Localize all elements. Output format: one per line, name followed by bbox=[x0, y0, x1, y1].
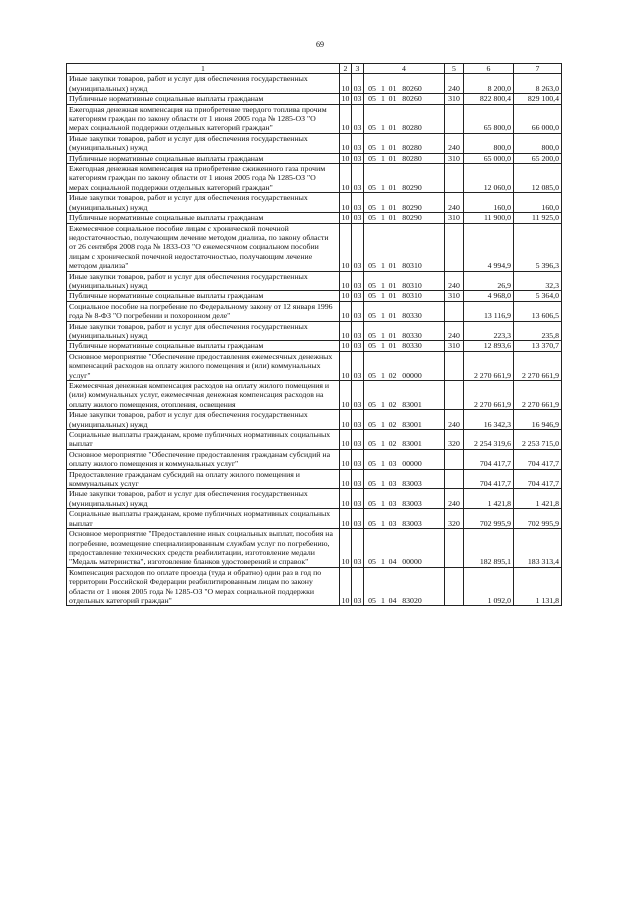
row-subsection: 03 bbox=[352, 567, 364, 606]
row-target-article bbox=[364, 213, 445, 223]
row-amount-year2: 160,0 bbox=[514, 193, 562, 213]
target-article-part: 80330 bbox=[402, 341, 422, 351]
row-expense-type bbox=[445, 381, 464, 410]
row-target-article bbox=[364, 74, 445, 94]
row-section: 10 bbox=[340, 489, 352, 509]
row-amount-year2: 5 396,3 bbox=[514, 223, 562, 271]
row-section: 10 bbox=[340, 104, 352, 133]
table-row bbox=[67, 193, 562, 213]
row-name: Социальные выплаты гражданам, кроме публичных нормативных социальных выплат bbox=[67, 430, 340, 450]
table-row bbox=[67, 74, 562, 94]
row-target-article bbox=[364, 271, 445, 291]
target-article-part: 1 bbox=[381, 419, 385, 429]
target-article-part: 1 bbox=[381, 280, 385, 290]
row-target-article bbox=[364, 469, 445, 489]
row-expense-type: 240 bbox=[445, 321, 464, 341]
row-target-article bbox=[364, 351, 445, 380]
row-subsection: 03 bbox=[352, 321, 364, 341]
table-row bbox=[67, 133, 562, 153]
table-row bbox=[67, 291, 562, 301]
row-subsection: 03 bbox=[352, 74, 364, 94]
row-expense-type: 310 bbox=[445, 153, 464, 163]
row-expense-type bbox=[445, 449, 464, 469]
target-article-part: 01 bbox=[388, 143, 397, 153]
row-amount-year1: 2 270 661,9 bbox=[464, 381, 514, 410]
table-row bbox=[67, 567, 562, 606]
target-article-part: 05 bbox=[368, 182, 376, 192]
row-name: Предоставление гражданам субсидий на оплату жилого помещения и коммунальных услуг bbox=[67, 469, 340, 489]
row-amount-year2: 235,8 bbox=[514, 321, 562, 341]
target-article-part: 01 bbox=[388, 182, 397, 192]
row-name: Основное мероприятие "Предоставление иных социальных выплат, пособия на погребение, возмещение специализированным службам услуг по погребению, предоставление технических средств реабилитации, изготовление медали "Медаль материнства", изготовление бланков удостоверений и справок" bbox=[67, 529, 340, 568]
target-article-part: 1 bbox=[381, 143, 385, 153]
row-amount-year1: 223,3 bbox=[464, 321, 514, 341]
target-article-part: 03 bbox=[388, 498, 397, 508]
target-article-part: 00000 bbox=[402, 459, 422, 469]
target-article-part: 80310 bbox=[402, 291, 422, 301]
target-article-part: 05 bbox=[368, 291, 376, 301]
row-name: Основное мероприятие "Обеспечение предоставления гражданам субсидий на оплату жилого помещения и коммунальных услуг" bbox=[67, 449, 340, 469]
row-subsection: 03 bbox=[352, 271, 364, 291]
row-expense-type: 320 bbox=[445, 509, 464, 529]
row-name: Публичные нормативные социальные выплаты гражданам bbox=[67, 213, 340, 223]
row-target-article bbox=[364, 291, 445, 301]
row-name: Ежегодная денежная компенсация на приобретение сжиженного газа прочим категориям граждан по закону области от 1 июня 2005 года № 1285-ОЗ "О мерах социальной поддержки отдельных категорий граждан" bbox=[67, 164, 340, 193]
row-name: Иные закупки товаров, работ и услуг для обеспечения государственных (муниципальных) нужд bbox=[67, 74, 340, 94]
row-name: Социальные выплаты гражданам, кроме публичных нормативных социальных выплат bbox=[67, 509, 340, 529]
row-subsection: 03 bbox=[352, 489, 364, 509]
table-row bbox=[67, 509, 562, 529]
row-section: 10 bbox=[340, 529, 352, 568]
row-section: 10 bbox=[340, 133, 352, 153]
row-amount-year1: 702 995,9 bbox=[464, 509, 514, 529]
target-article-part: 05 bbox=[368, 595, 376, 605]
row-name: Публичные нормативные социальные выплаты гражданам bbox=[67, 153, 340, 163]
row-amount-year1: 1 092,0 bbox=[464, 567, 514, 606]
row-target-article bbox=[364, 301, 445, 321]
target-article-part: 01 bbox=[388, 330, 397, 340]
target-article-part: 1 bbox=[381, 498, 385, 508]
row-expense-type: 240 bbox=[445, 74, 464, 94]
target-article-part: 03 bbox=[388, 459, 397, 469]
target-article-part: 05 bbox=[368, 370, 376, 380]
target-article-part: 1 bbox=[381, 94, 385, 104]
row-amount-year2: 13 370,7 bbox=[514, 341, 562, 351]
target-article-part: 1 bbox=[381, 518, 385, 528]
row-target-article bbox=[364, 449, 445, 469]
target-article-part: 05 bbox=[368, 143, 376, 153]
row-amount-year1: 822 800,4 bbox=[464, 94, 514, 104]
target-article-part: 83001 bbox=[402, 439, 422, 449]
table-row bbox=[67, 449, 562, 469]
target-article-part: 00000 bbox=[402, 557, 422, 567]
table-row bbox=[67, 381, 562, 410]
row-amount-year2: 183 313,4 bbox=[514, 529, 562, 568]
target-article-part: 05 bbox=[368, 83, 376, 93]
row-section: 10 bbox=[340, 94, 352, 104]
target-article-part: 01 bbox=[388, 311, 397, 321]
target-article-part: 1 bbox=[381, 459, 385, 469]
row-name: Иные закупки товаров, работ и услуг для обеспечения государственных (муниципальных) нужд bbox=[67, 489, 340, 509]
table-row bbox=[67, 164, 562, 193]
row-section: 10 bbox=[340, 301, 352, 321]
row-expense-type: 310 bbox=[445, 291, 464, 301]
row-expense-type: 240 bbox=[445, 133, 464, 153]
row-expense-type bbox=[445, 351, 464, 380]
row-subsection: 03 bbox=[352, 341, 364, 351]
table-row bbox=[67, 469, 562, 489]
table-row bbox=[67, 223, 562, 271]
row-subsection: 03 bbox=[352, 381, 364, 410]
target-article-part: 1 bbox=[381, 439, 385, 449]
target-article-part: 05 bbox=[368, 311, 376, 321]
row-amount-year1: 160,0 bbox=[464, 193, 514, 213]
target-article-part: 80290 bbox=[402, 202, 422, 212]
row-section: 10 bbox=[340, 291, 352, 301]
target-article-part: 80280 bbox=[402, 123, 422, 133]
row-target-article bbox=[364, 381, 445, 410]
row-amount-year2: 11 925,0 bbox=[514, 213, 562, 223]
row-section: 10 bbox=[340, 410, 352, 430]
target-article-part: 83020 bbox=[402, 595, 422, 605]
target-article-part: 00000 bbox=[402, 370, 422, 380]
row-amount-year2: 1 421,8 bbox=[514, 489, 562, 509]
row-amount-year1: 13 116,9 bbox=[464, 301, 514, 321]
row-subsection: 03 bbox=[352, 193, 364, 213]
target-article-part: 05 bbox=[368, 557, 376, 567]
row-amount-year2: 5 364,0 bbox=[514, 291, 562, 301]
row-expense-type bbox=[445, 223, 464, 271]
target-article-part: 83003 bbox=[402, 479, 422, 489]
header-cell: 7 bbox=[514, 64, 562, 74]
row-expense-type: 240 bbox=[445, 489, 464, 509]
header-row bbox=[67, 64, 562, 74]
row-target-article bbox=[364, 321, 445, 341]
row-target-article bbox=[364, 164, 445, 193]
table-row bbox=[67, 213, 562, 223]
row-target-article bbox=[364, 567, 445, 606]
target-article-part: 1 bbox=[381, 311, 385, 321]
row-amount-year2: 2 253 715,0 bbox=[514, 430, 562, 450]
target-article-part: 1 bbox=[381, 83, 385, 93]
row-amount-year2: 2 270 661,9 bbox=[514, 381, 562, 410]
row-expense-type: 310 bbox=[445, 341, 464, 351]
row-name: Ежегодная денежная компенсация на приобретение твердого топлива прочим категориям граждан по закону области от 1 июня 2005 года № 1285-ОЗ "О мерах социальной поддержки отдельных категорий граждан" bbox=[67, 104, 340, 133]
row-amount-year2: 65 200,0 bbox=[514, 153, 562, 163]
header-cell: 2 bbox=[340, 64, 352, 74]
row-name: Публичные нормативные социальные выплаты гражданам bbox=[67, 94, 340, 104]
row-name: Публичные нормативные социальные выплаты гражданам bbox=[67, 291, 340, 301]
target-article-part: 01 bbox=[388, 261, 397, 271]
target-article-part: 01 bbox=[388, 123, 397, 133]
target-article-part: 01 bbox=[388, 213, 397, 223]
row-section: 10 bbox=[340, 164, 352, 193]
row-expense-type bbox=[445, 567, 464, 606]
row-expense-type bbox=[445, 301, 464, 321]
row-name: Ежемесячная денежная компенсация расходов на оплату жилого помещения и (или) коммунальных услуг, ежемесячная денежная компенсация расходов на оплату жилого помещения, отопления, освещения bbox=[67, 381, 340, 410]
target-article-part: 05 bbox=[368, 123, 376, 133]
row-target-article bbox=[364, 489, 445, 509]
row-name: Компенсация расходов по оплате проезда (туда и обратно) один раз в год по территории Российской Федерации реабилитированным лицам по закону области от 1 июня 2005 года № 1285-ОЗ "О мерах социальной поддержки отдельных категорий граждан" bbox=[67, 567, 340, 606]
target-article-part: 02 bbox=[388, 439, 397, 449]
row-subsection: 03 bbox=[352, 410, 364, 430]
row-amount-year2: 1 131,8 bbox=[514, 567, 562, 606]
row-target-article bbox=[364, 410, 445, 430]
target-article-part: 03 bbox=[388, 479, 397, 489]
row-target-article bbox=[364, 341, 445, 351]
table-row bbox=[67, 104, 562, 133]
row-subsection: 03 bbox=[352, 291, 364, 301]
table-row bbox=[67, 94, 562, 104]
row-subsection: 03 bbox=[352, 213, 364, 223]
target-article-part: 04 bbox=[388, 557, 397, 567]
row-subsection: 03 bbox=[352, 133, 364, 153]
page-number: 69 bbox=[316, 40, 324, 49]
row-expense-type: 310 bbox=[445, 94, 464, 104]
target-article-part: 80330 bbox=[402, 330, 422, 340]
target-article-part: 01 bbox=[388, 94, 397, 104]
row-amount-year2: 702 995,9 bbox=[514, 509, 562, 529]
row-name: Иные закупки товаров, работ и услуг для обеспечения государственных (муниципальных) нужд bbox=[67, 321, 340, 341]
row-subsection: 03 bbox=[352, 104, 364, 133]
target-article-part: 80310 bbox=[402, 261, 422, 271]
row-section: 10 bbox=[340, 430, 352, 450]
target-article-part: 80310 bbox=[402, 280, 422, 290]
target-article-part: 80290 bbox=[402, 182, 422, 192]
row-section: 10 bbox=[340, 193, 352, 213]
target-article-part: 80260 bbox=[402, 83, 422, 93]
row-section: 10 bbox=[340, 509, 352, 529]
row-amount-year2: 704 417,7 bbox=[514, 449, 562, 469]
row-subsection: 03 bbox=[352, 164, 364, 193]
target-article-part: 80260 bbox=[402, 94, 422, 104]
row-amount-year2: 32,3 bbox=[514, 271, 562, 291]
row-amount-year1: 4 968,0 bbox=[464, 291, 514, 301]
row-amount-year1: 704 417,7 bbox=[464, 469, 514, 489]
table-row bbox=[67, 321, 562, 341]
row-amount-year1: 16 342,3 bbox=[464, 410, 514, 430]
row-subsection: 03 bbox=[352, 449, 364, 469]
row-amount-year1: 26,9 bbox=[464, 271, 514, 291]
target-article-part: 02 bbox=[388, 370, 397, 380]
row-subsection: 03 bbox=[352, 94, 364, 104]
target-article-part: 05 bbox=[368, 202, 376, 212]
row-amount-year2: 829 100,4 bbox=[514, 94, 562, 104]
table-row bbox=[67, 410, 562, 430]
target-article-part: 83001 bbox=[402, 399, 422, 409]
target-article-part: 80280 bbox=[402, 153, 422, 163]
table-row bbox=[67, 341, 562, 351]
target-article-part: 05 bbox=[368, 280, 376, 290]
target-article-part: 80290 bbox=[402, 213, 422, 223]
row-name: Иные закупки товаров, работ и услуг для обеспечения государственных (муниципальных) нужд bbox=[67, 133, 340, 153]
target-article-part: 1 bbox=[381, 479, 385, 489]
row-target-article bbox=[364, 153, 445, 163]
row-target-article bbox=[364, 529, 445, 568]
row-amount-year1: 2 254 319,6 bbox=[464, 430, 514, 450]
target-article-part: 1 bbox=[381, 557, 385, 567]
target-article-part: 1 bbox=[381, 341, 385, 351]
row-subsection: 03 bbox=[352, 301, 364, 321]
header-cell: 6 bbox=[464, 64, 514, 74]
row-name: Основное мероприятие "Обеспечение предоставления ежемесячных денежных компенсаций расходов на оплату жилого помещения и (или) коммунальных услуг" bbox=[67, 351, 340, 380]
target-article-part: 05 bbox=[368, 261, 376, 271]
target-article-part: 83001 bbox=[402, 419, 422, 429]
target-article-part: 83003 bbox=[402, 518, 422, 528]
table-row bbox=[67, 351, 562, 380]
row-expense-type: 240 bbox=[445, 271, 464, 291]
target-article-part: 1 bbox=[381, 123, 385, 133]
target-article-part: 05 bbox=[368, 213, 376, 223]
row-amount-year2: 12 085,0 bbox=[514, 164, 562, 193]
header-cell: 4 bbox=[364, 64, 445, 74]
target-article-part: 01 bbox=[388, 83, 397, 93]
row-name: Иные закупки товаров, работ и услуг для обеспечения государственных (муниципальных) нужд bbox=[67, 410, 340, 430]
row-section: 10 bbox=[340, 271, 352, 291]
row-amount-year1: 4 994,9 bbox=[464, 223, 514, 271]
table-row bbox=[67, 301, 562, 321]
target-article-part: 02 bbox=[388, 399, 397, 409]
header-cell: 5 bbox=[445, 64, 464, 74]
row-subsection: 03 bbox=[352, 469, 364, 489]
row-amount-year1: 8 200,0 bbox=[464, 74, 514, 94]
target-article-part: 05 bbox=[368, 419, 376, 429]
row-target-article bbox=[364, 133, 445, 153]
target-article-part: 02 bbox=[388, 419, 397, 429]
target-article-part: 05 bbox=[368, 341, 376, 351]
target-article-part: 05 bbox=[368, 498, 376, 508]
row-subsection: 03 bbox=[352, 223, 364, 271]
row-section: 10 bbox=[340, 341, 352, 351]
row-target-article bbox=[364, 94, 445, 104]
target-article-part: 1 bbox=[381, 595, 385, 605]
row-subsection: 03 bbox=[352, 351, 364, 380]
row-amount-year1: 182 895,1 bbox=[464, 529, 514, 568]
row-name: Ежемесячное социальное пособие лицам с хронической почечной недостаточностью, получающим лечение методом диализа, по закону области от 26 сентября 2008 года № 1833-ОЗ "О ежемесячном социальном пособии лицам с хронической почечной недостаточностью, получающим лечение методом диализа" bbox=[67, 223, 340, 271]
target-article-part: 01 bbox=[388, 291, 397, 301]
row-amount-year1: 11 900,0 bbox=[464, 213, 514, 223]
target-article-part: 05 bbox=[368, 330, 376, 340]
row-expense-type: 240 bbox=[445, 193, 464, 213]
row-amount-year1: 800,0 bbox=[464, 133, 514, 153]
header-cell: 3 bbox=[352, 64, 364, 74]
row-amount-year2: 16 946,9 bbox=[514, 410, 562, 430]
row-target-article bbox=[364, 430, 445, 450]
row-subsection: 03 bbox=[352, 529, 364, 568]
target-article-part: 1 bbox=[381, 213, 385, 223]
row-amount-year1: 65 000,0 bbox=[464, 153, 514, 163]
row-section: 10 bbox=[340, 74, 352, 94]
target-article-part: 05 bbox=[368, 479, 376, 489]
row-target-article bbox=[364, 509, 445, 529]
row-name: Иные закупки товаров, работ и услуг для обеспечения государственных (муниципальных) нужд bbox=[67, 271, 340, 291]
row-subsection: 03 bbox=[352, 509, 364, 529]
row-section: 10 bbox=[340, 223, 352, 271]
target-article-part: 1 bbox=[381, 261, 385, 271]
table-row bbox=[67, 529, 562, 568]
target-article-part: 05 bbox=[368, 439, 376, 449]
target-article-part: 05 bbox=[368, 153, 376, 163]
target-article-part: 1 bbox=[381, 330, 385, 340]
row-amount-year2: 704 417,7 bbox=[514, 469, 562, 489]
target-article-part: 80330 bbox=[402, 311, 422, 321]
target-article-part: 1 bbox=[381, 153, 385, 163]
row-amount-year2: 800,0 bbox=[514, 133, 562, 153]
row-name: Иные закупки товаров, работ и услуг для обеспечения государственных (муниципальных) нужд bbox=[67, 193, 340, 213]
row-target-article bbox=[364, 104, 445, 133]
target-article-part: 05 bbox=[368, 518, 376, 528]
row-subsection: 03 bbox=[352, 153, 364, 163]
target-article-part: 1 bbox=[381, 399, 385, 409]
target-article-part: 01 bbox=[388, 202, 397, 212]
row-section: 10 bbox=[340, 567, 352, 606]
target-article-part: 01 bbox=[388, 280, 397, 290]
row-section: 10 bbox=[340, 153, 352, 163]
target-article-part: 1 bbox=[381, 370, 385, 380]
row-amount-year2: 2 270 661,9 bbox=[514, 351, 562, 380]
row-amount-year1: 65 800,0 bbox=[464, 104, 514, 133]
row-amount-year1: 704 417,7 bbox=[464, 449, 514, 469]
row-name: Публичные нормативные социальные выплаты гражданам bbox=[67, 341, 340, 351]
row-name: Социальное пособие на погребение по Федеральному закону от 12 января 1996 года № 8-ФЗ "О погребении и похоронном деле" bbox=[67, 301, 340, 321]
row-amount-year1: 12 893,6 bbox=[464, 341, 514, 351]
row-amount-year1: 12 060,0 bbox=[464, 164, 514, 193]
target-article-part: 05 bbox=[368, 94, 376, 104]
row-section: 10 bbox=[340, 381, 352, 410]
target-article-part: 01 bbox=[388, 341, 397, 351]
target-article-part: 1 bbox=[381, 202, 385, 212]
table-row bbox=[67, 153, 562, 163]
target-article-part: 05 bbox=[368, 399, 376, 409]
row-subsection: 03 bbox=[352, 430, 364, 450]
target-article-part: 01 bbox=[388, 153, 397, 163]
target-article-part: 05 bbox=[368, 459, 376, 469]
target-article-part: 1 bbox=[381, 182, 385, 192]
row-amount-year1: 2 270 661,9 bbox=[464, 351, 514, 380]
table-row bbox=[67, 489, 562, 509]
row-target-article bbox=[364, 193, 445, 213]
row-expense-type: 320 bbox=[445, 430, 464, 450]
row-expense-type bbox=[445, 164, 464, 193]
row-section: 10 bbox=[340, 213, 352, 223]
header-cell: 1 bbox=[67, 64, 340, 74]
row-expense-type bbox=[445, 469, 464, 489]
row-expense-type: 310 bbox=[445, 213, 464, 223]
table-row bbox=[67, 271, 562, 291]
target-article-part: 1 bbox=[381, 291, 385, 301]
row-target-article bbox=[364, 223, 445, 271]
row-section: 10 bbox=[340, 321, 352, 341]
target-article-part: 83003 bbox=[402, 498, 422, 508]
row-expense-type: 240 bbox=[445, 410, 464, 430]
row-expense-type bbox=[445, 104, 464, 133]
row-amount-year2: 13 606,5 bbox=[514, 301, 562, 321]
budget-table bbox=[66, 63, 562, 606]
row-section: 10 bbox=[340, 469, 352, 489]
row-amount-year1: 1 421,8 bbox=[464, 489, 514, 509]
target-article-part: 04 bbox=[388, 595, 397, 605]
target-article-part: 03 bbox=[388, 518, 397, 528]
row-section: 10 bbox=[340, 351, 352, 380]
row-expense-type bbox=[445, 529, 464, 568]
target-article-part: 80280 bbox=[402, 143, 422, 153]
row-amount-year2: 8 263,0 bbox=[514, 74, 562, 94]
row-section: 10 bbox=[340, 449, 352, 469]
table-row bbox=[67, 430, 562, 450]
row-amount-year2: 66 000,0 bbox=[514, 104, 562, 133]
